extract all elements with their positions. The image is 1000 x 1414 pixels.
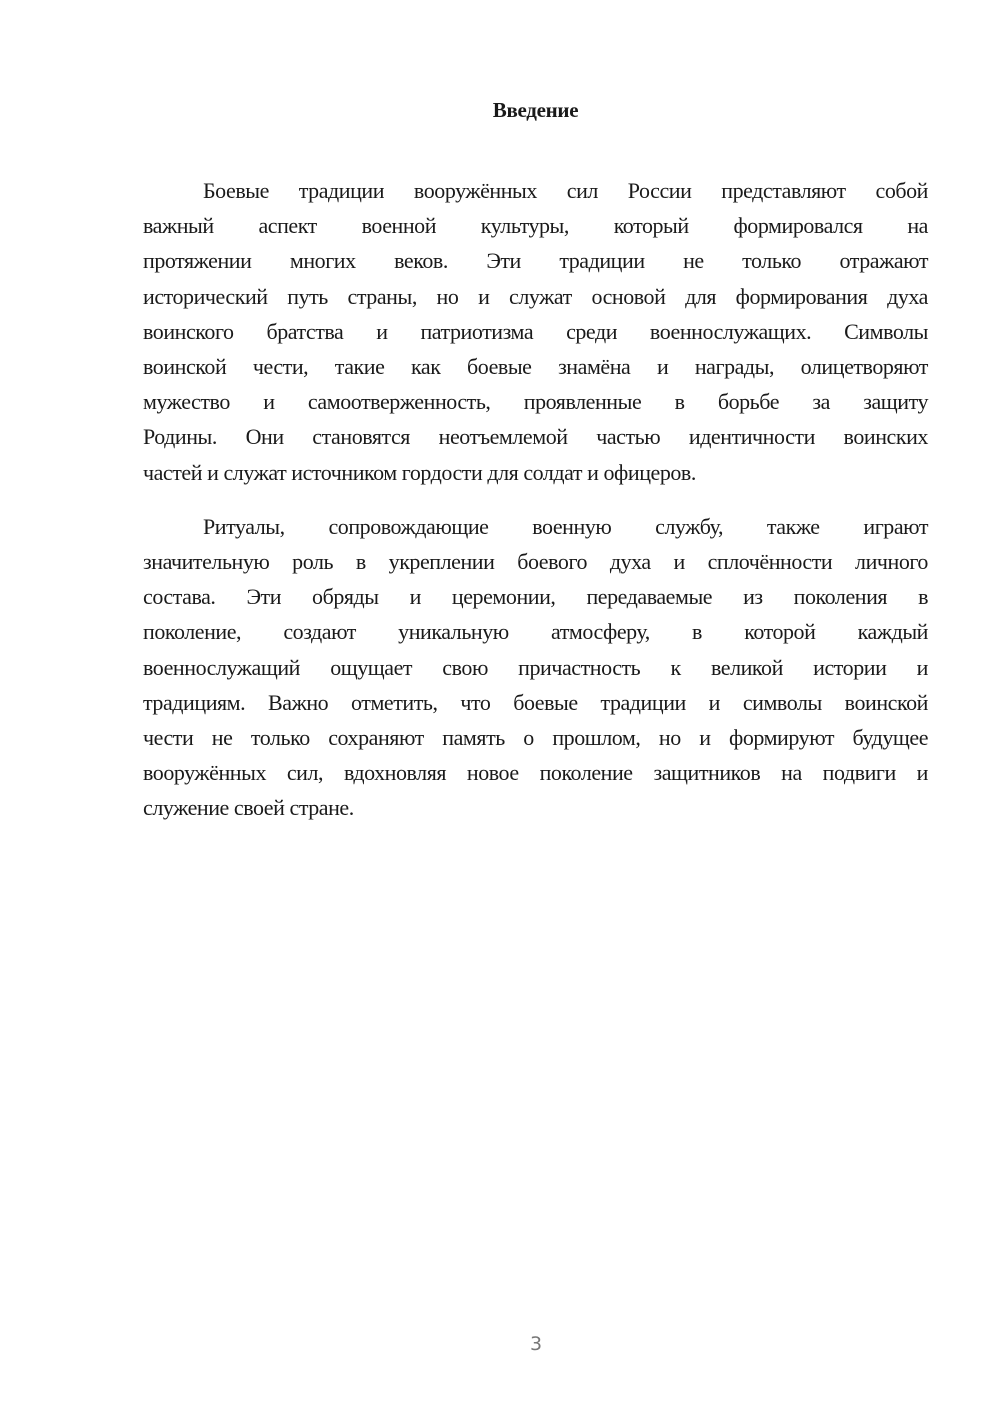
page-content bbox=[143, 95, 928, 826]
paragraph-line: служение своей стране. bbox=[143, 795, 354, 821]
paragraph-line: Ритуалы, сопровождающие военную службу, также играют bbox=[203, 513, 929, 539]
paragraph-line: традициям. Важно отметить, что боевые традиции и символы воинской bbox=[143, 689, 928, 715]
paragraph-line: воинского братства и патриотизма среди военнослужащих. Символы bbox=[143, 318, 928, 344]
paragraph-2 bbox=[143, 509, 928, 826]
paragraph-line: частей и служат источником гордости для солдат и офицеров. bbox=[143, 459, 696, 485]
paragraph-line: значительную роль в укреплении боевого духа и сплочённости личного bbox=[143, 549, 928, 575]
paragraph-line: мужество и самоотверженность, проявленные в борьбе за защиту bbox=[143, 389, 929, 415]
paragraph-line: исторический путь страны, но и служат основой для формирования духа bbox=[143, 283, 928, 309]
paragraph-line: военнослужащий ощущает свою причастность к великой истории и bbox=[143, 654, 928, 680]
page-number: 3 bbox=[529, 1333, 543, 1355]
paragraph-line: вооружённых сил, вдохновляя новое поколение защитников на подвиги и bbox=[143, 760, 928, 786]
paragraph-1 bbox=[143, 173, 928, 490]
paragraph-line: Боевые традиции вооружённых сил России представляют собой bbox=[203, 178, 929, 203]
paragraph-line: поколение, создают уникальную атмосферу, в которой каждый bbox=[143, 619, 929, 645]
paragraph-line: протяжении многих веков. Эти традиции не только отражают bbox=[143, 248, 929, 274]
paragraph-line: воинской чести, такие как боевые знамёна и награды, олицетворяют bbox=[143, 354, 928, 380]
paragraph-line: Родины. Они становятся неотъемлемой частью идентичности воинских bbox=[143, 424, 928, 450]
paragraph-line: чести не только сохраняют память о прошлом, но и формируют будущее bbox=[143, 725, 929, 751]
section-heading: Введение bbox=[492, 98, 579, 122]
paragraph-line: важный аспект военной культуры, который формировался на bbox=[143, 213, 928, 239]
paragraph-line: состава. Эти обряды и церемонии, передаваемые из поколения в bbox=[143, 584, 929, 610]
